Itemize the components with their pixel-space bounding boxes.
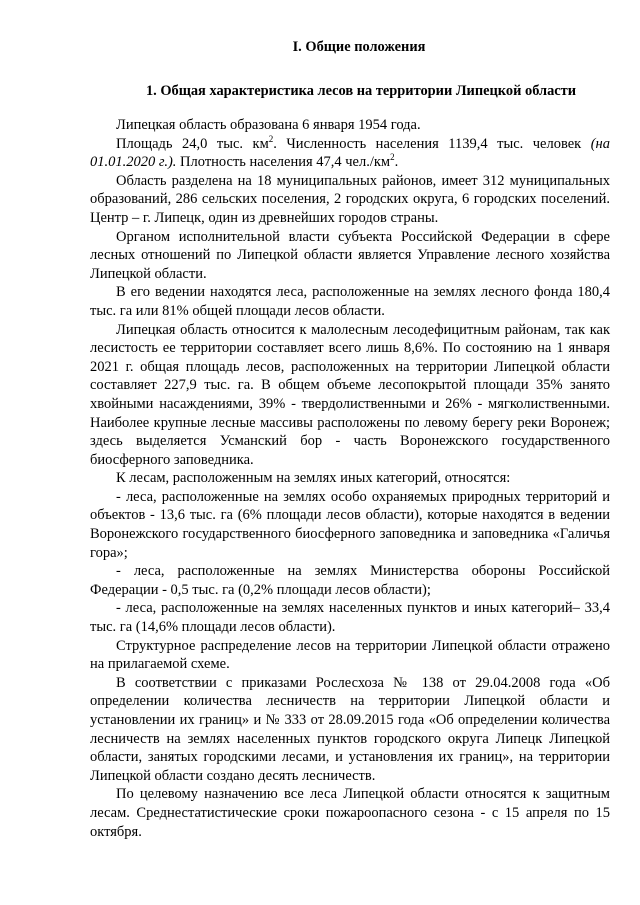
paragraph-forest-cover: Липецкая область относится к малолесным лесодефицитным районам, так как лесистость ее территории составляет всего лишь 8,6%. По состоянию на 1 января 2021 г. общая площадь лесов, расположенных на территории Липецкой области составляет 227,9 тыс. га. В общем объеме лесопокрытой площади 35% занято хвойными насаждениями, 39% - твердолиственными и 26% - мягколиственными. Наиболее крупные лесные массивы расположены по левому берегу реки Воронеж; здесь выделяется Усманский бор - часть Воронежского государственного биосферного заповедника. <box>90 321 610 468</box>
paragraph-forest-fund: В его ведении находятся леса, расположенные на землях лесного фонда 180,4 тыс. га или 81% общей площади лесов области. <box>90 284 610 319</box>
paragraph-founding: Липецкая область образована 6 января 1954 года. <box>116 117 421 133</box>
paragraph-orders: В соответствии с приказами Рослесхоза № 138 от 29.04.2008 года «Об определении количества лесничеств на территории Липецкой области и установлении их границ» и № 333 от 28.09.2015 года «Об определении количества лесничеств на землях населенных пунктов городского округа Липецк Липецкой области, занятых городскими лесами, и установления их границ», на территории Липецкой области создано десять лесничеств. <box>90 674 610 784</box>
density-text: Плотность населения 47,4 чел./км <box>176 154 391 171</box>
population-text: . Численность населения 1139,4 тыс. человек <box>273 135 591 152</box>
area-superscript: 2 <box>268 133 274 144</box>
list-item: - леса, расположенные на землях Министерства обороны Российской Федерации - 0,5 тыс. га (0,2% площади лесов области); <box>90 563 610 598</box>
paragraph-scheme: Структурное распределение лесов на территории Липецкой области отражено на прилагаемой схеме. <box>90 637 610 673</box>
document-page <box>90 38 610 841</box>
paragraph-other-categories: К лесам, расположенным на землях иных категорий, относятся: <box>116 470 511 487</box>
population-date: (на 01.01.2020 г.). <box>90 135 610 171</box>
subsection-title: 1. Общая характеристика лесов на территории Липецкой области <box>145 83 577 99</box>
list-item: - леса, расположенные на землях особо охраняемых природных территорий и объектов - 13,6 тыс. га (6% площади лесов области), которые находятся в ведении Воронежского государственного биосферного заповедника и заповедника «Галичья гора»; <box>90 488 610 561</box>
paragraph-divisions: Область разделена на 18 муниципальных районов, имеет 312 муниципальных образований, 286 сельских поселения, 2 городских округа, 6 городских поселений. Центр – г. Липецк, один из древнейших городов страны. <box>90 172 610 226</box>
area-text: Площадь 24,0 тыс. км <box>116 135 269 152</box>
paragraph-authority: Органом исполнительной власти субъекта Российской Федерации в сфере лесных отношений по Липецкой области является Управление лесного хозяйства Липецкой области. <box>90 228 610 282</box>
section-title: I. Общие положения <box>292 39 426 55</box>
density-end: . <box>394 154 399 171</box>
list-item: - леса, расположенные на землях населенных пунктов и иных категорий– 33,4 тыс. га (14,6% площади лесов области). <box>90 600 610 636</box>
paragraph-area-population <box>90 135 610 172</box>
document-body <box>90 116 610 841</box>
paragraph-purpose: По целевому назначению все леса Липецкой области относятся к защитным лесам. Среднестатистические сроки пожароопасного сезона - с 15 апреля по 15 октября. <box>90 786 610 840</box>
density-superscript: 2 <box>390 152 395 163</box>
